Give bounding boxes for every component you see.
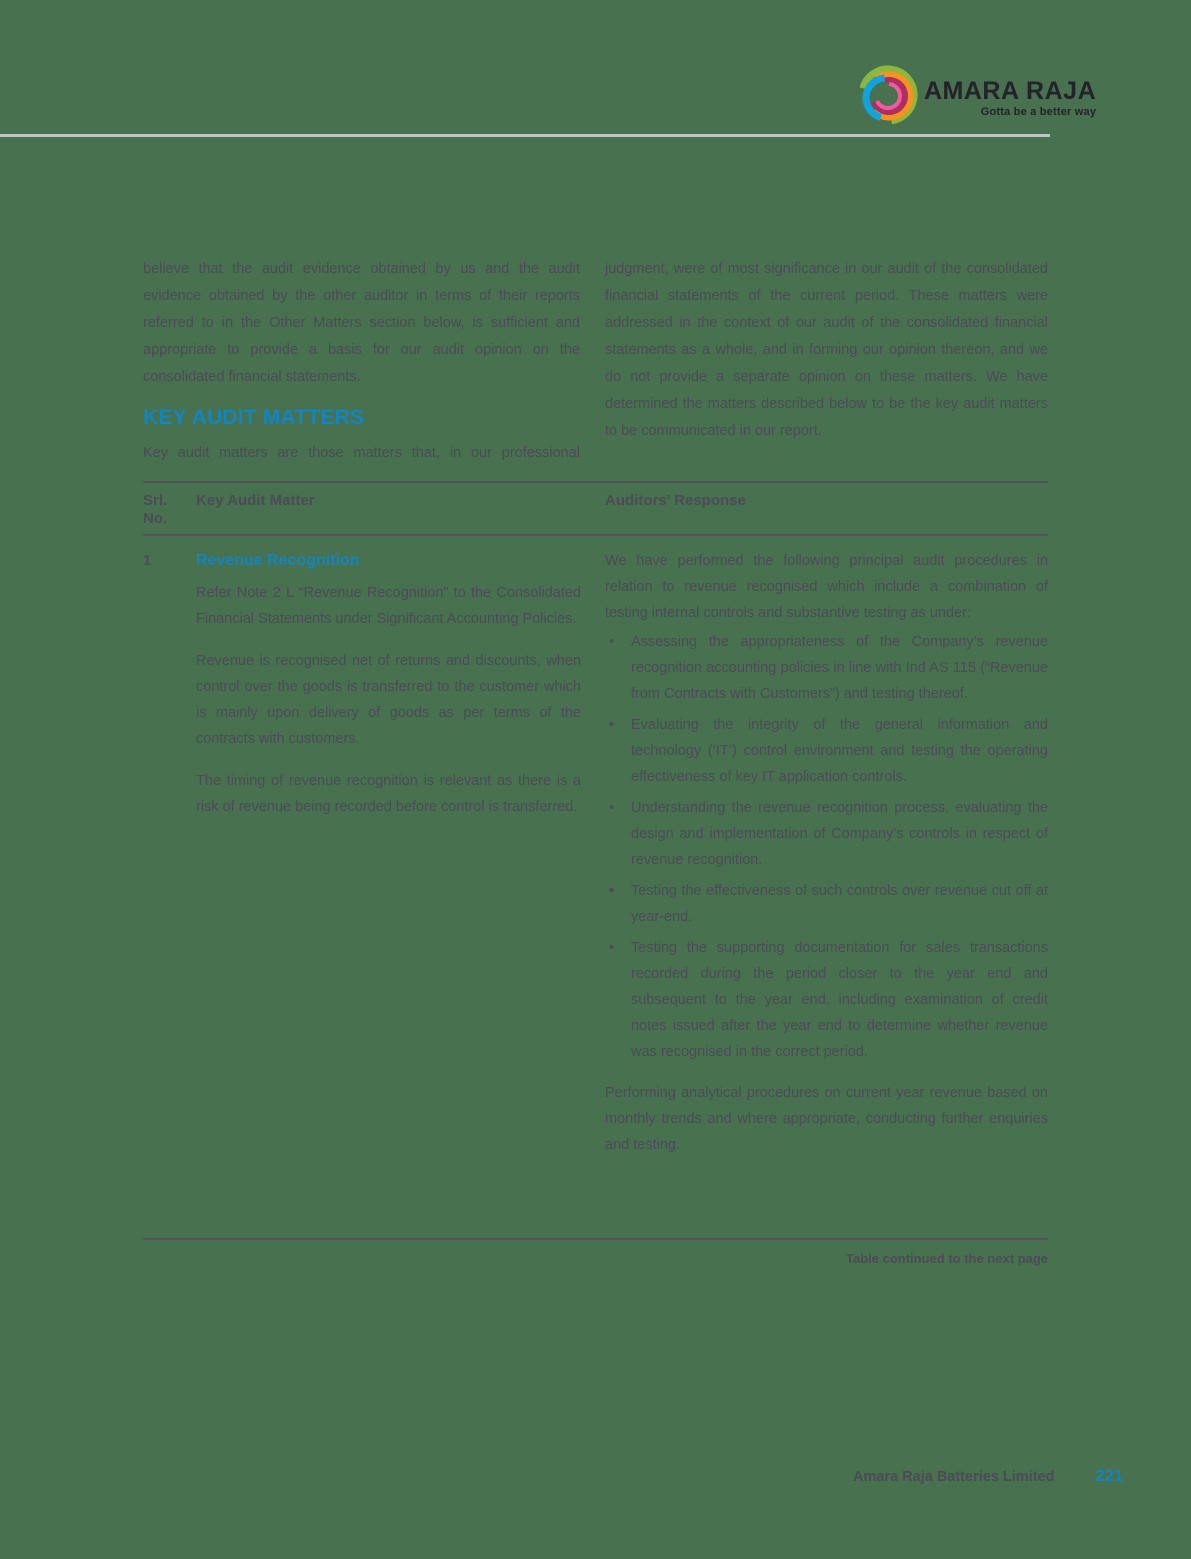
header-divider xyxy=(0,134,1050,137)
header-auditors-response: Auditors’ Response xyxy=(605,492,746,509)
cell-key-audit-matter xyxy=(196,548,605,1158)
header-srl-no xyxy=(143,492,196,534)
brand-text xyxy=(924,64,1096,118)
brand-tagline: Gotta be a better way xyxy=(980,106,1097,118)
bullet-icon: • xyxy=(609,800,615,816)
matter-paragraph: The timing of revenue recognition is relevant as there is a risk of revenue being recorded before control is transferred. xyxy=(196,773,581,815)
intro-right-paragraph: judgment, were of most significance in our audit of the consolidated financial statements of the current period. These matters were addressed in the context of our audit of the consolidated financial statements as a whole, and in forming our opinion thereon, and we do not provide a separate opinion on these matters. We have determined the matters described below to be the key audit matters to be communicated in our report. xyxy=(605,261,1048,439)
cell-srl-number: 1 xyxy=(143,553,152,569)
intro-section xyxy=(143,256,1048,480)
intro-right-column xyxy=(605,256,1048,480)
list-item xyxy=(605,712,1048,790)
page-number: 221 xyxy=(1095,1467,1123,1485)
page-footer xyxy=(853,1467,1123,1486)
matter-paragraph: Refer Note 2 L “Revenue Recognition” to the Consolidated Financial Statements under Significant Accounting Policies. xyxy=(196,585,581,627)
intro-left-paragraph: believe that the audit evidence obtained by us and the audit evidence obtained by the other auditor in terms of their reports referred to in the Other Matters section below, is sufficient and appropriate to provide a basis for our audit opinion on the consolidated financial statements. xyxy=(143,261,580,385)
matter-title: Revenue Recognition xyxy=(196,552,360,569)
table-continued-note: Table continued to the next page xyxy=(846,1251,1048,1266)
response-bullet-list xyxy=(605,629,1048,1065)
key-audit-matters-heading: KEY AUDIT MATTERS xyxy=(143,406,365,429)
bullet-icon: • xyxy=(609,717,615,733)
bullet-text: Testing the supporting documentation for sales transactions recorded during the period closer to the year end and subsequent to the year end, including examination of credit notes issued after the year end to determine whether revenue was recognised in the correct period. xyxy=(631,940,1048,1060)
bullet-text: Understanding the revenue recognition process, evaluating the design and implementation of Company’s controls in respect of revenue recognition. xyxy=(631,800,1048,868)
table-row xyxy=(143,536,1048,1158)
list-item xyxy=(605,878,1048,930)
header-srl-line1: Srl. xyxy=(143,492,168,509)
amara-raja-swirl-icon xyxy=(856,64,920,128)
footer-company-name: Amara Raja Batteries Limited xyxy=(853,1469,1055,1485)
matter-paragraph: Revenue is recognised net of returns and discounts, when control over the goods is transferred to the customer which is mainly upon delivery of goods as per terms of the contracts with customers. xyxy=(196,653,581,747)
bullet-text: Assessing the appropriateness of the Company’s revenue recognition accounting policies in line with Ind AS 115 (“Revenue from Contracts with Customers”) and testing thereof. xyxy=(631,634,1048,702)
intro-left-paragraph-2: Key audit matters are those matters that, in our professional xyxy=(143,445,580,461)
brand-name: AMARA RAJA xyxy=(924,77,1097,105)
header-srl-line2: No. xyxy=(143,510,168,527)
list-item xyxy=(605,935,1048,1065)
brand-logo xyxy=(856,64,1096,128)
bullet-text: Testing the effectiveness of such controls over revenue cut off at year-end. xyxy=(631,883,1048,925)
bullet-icon: • xyxy=(609,940,615,956)
bullet-text: Evaluating the integrity of the general information and technology (‘IT’) control environment and testing the operating effectiveness of key IT application controls. xyxy=(631,717,1048,785)
cell-auditors-response xyxy=(605,548,1048,1158)
bullet-icon: • xyxy=(609,883,615,899)
list-item xyxy=(605,629,1048,707)
response-intro: We have performed the following principal audit procedures in relation to revenue recognised which include a combination of testing internal controls and substantive testing as under: xyxy=(605,553,1048,621)
table-header-row xyxy=(143,483,1048,536)
list-item xyxy=(605,795,1048,873)
intro-left-column xyxy=(143,256,580,480)
key-audit-matters-table xyxy=(143,481,1048,1240)
bullet-icon: • xyxy=(609,634,615,650)
response-outro: Performing analytical procedures on current year revenue based on monthly trends and where appropriate, conducting further enquiries and testing. xyxy=(605,1085,1048,1153)
header-key-audit-matter: Key Audit Matter xyxy=(196,492,315,509)
